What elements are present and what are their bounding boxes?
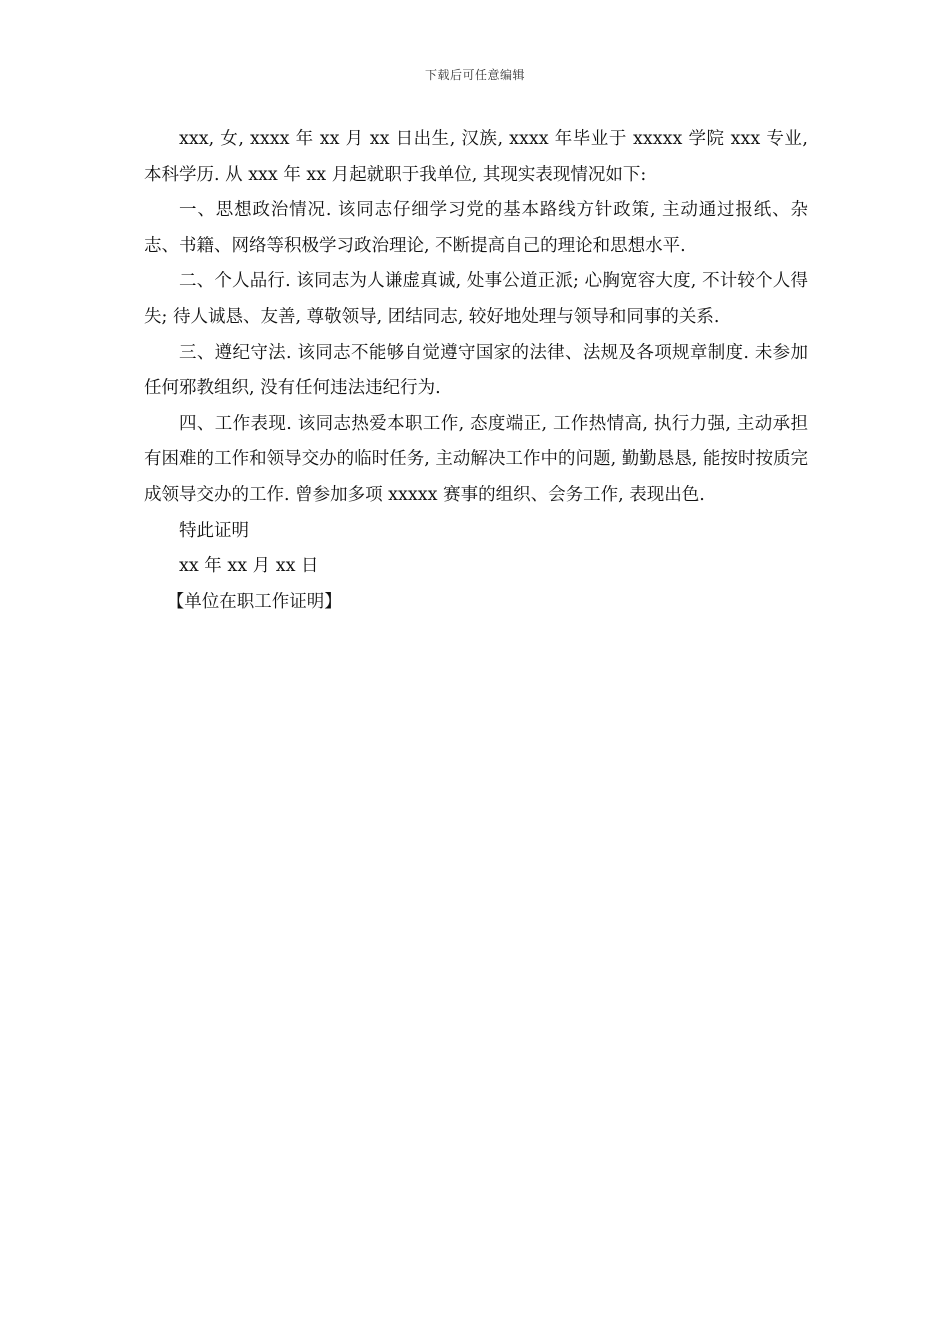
section-work: 四、工作表现. 该同志热爱本职工作, 态度端正, 工作热情高, 执行力强, 主动承担有困难的工作和领导交办的临时任务, 主动解决工作中的问题, 勤勤恳恳, 能按时按质完成领导交办的工作. 曾参加多项 xxxxx 赛事的组织、会务工作, 表现出色. — [144, 413, 808, 505]
intro-paragraph: xxx, 女, xxxx 年 xx 月 xx 日出生, 汉族, xxxx 年毕业于 xxxxx 学院 xxx 专业, 本科学历. 从 xxx 年 xx 月起就职于我单位, 其现实表现情况如下: — [144, 129, 808, 185]
section-character: 二、个人品行. 该同志为人谦虚真诚, 处事公道正派; 心胸宽容大度, 不计较个人得失; 待人诚恳、友善, 尊敬领导, 团结同志, 较好地处理与领导和同事的关系. — [144, 271, 808, 327]
certificate-body — [144, 122, 808, 620]
closing-line: 特此证明 — [179, 520, 249, 541]
header-note: 下载后可任意编辑 — [424, 68, 525, 82]
section-law: 三、遵纪守法. 该同志不能够自觉遵守国家的法律、法规及各项规章制度. 未参加任何邪教组织, 没有任何违法违纪行为. — [144, 342, 808, 399]
section-political: 一、思想政治情况. 该同志仔细学习党的基本路线方针政策, 主动通过报纸、杂志、书籍、网络等积极学习政治理论, 不断提高自己的理论和思想水平. — [144, 200, 808, 256]
footer-title: 【单位在职工作证明】 — [166, 591, 342, 612]
date-line: xx 年 xx 月 xx 日 — [179, 556, 319, 577]
